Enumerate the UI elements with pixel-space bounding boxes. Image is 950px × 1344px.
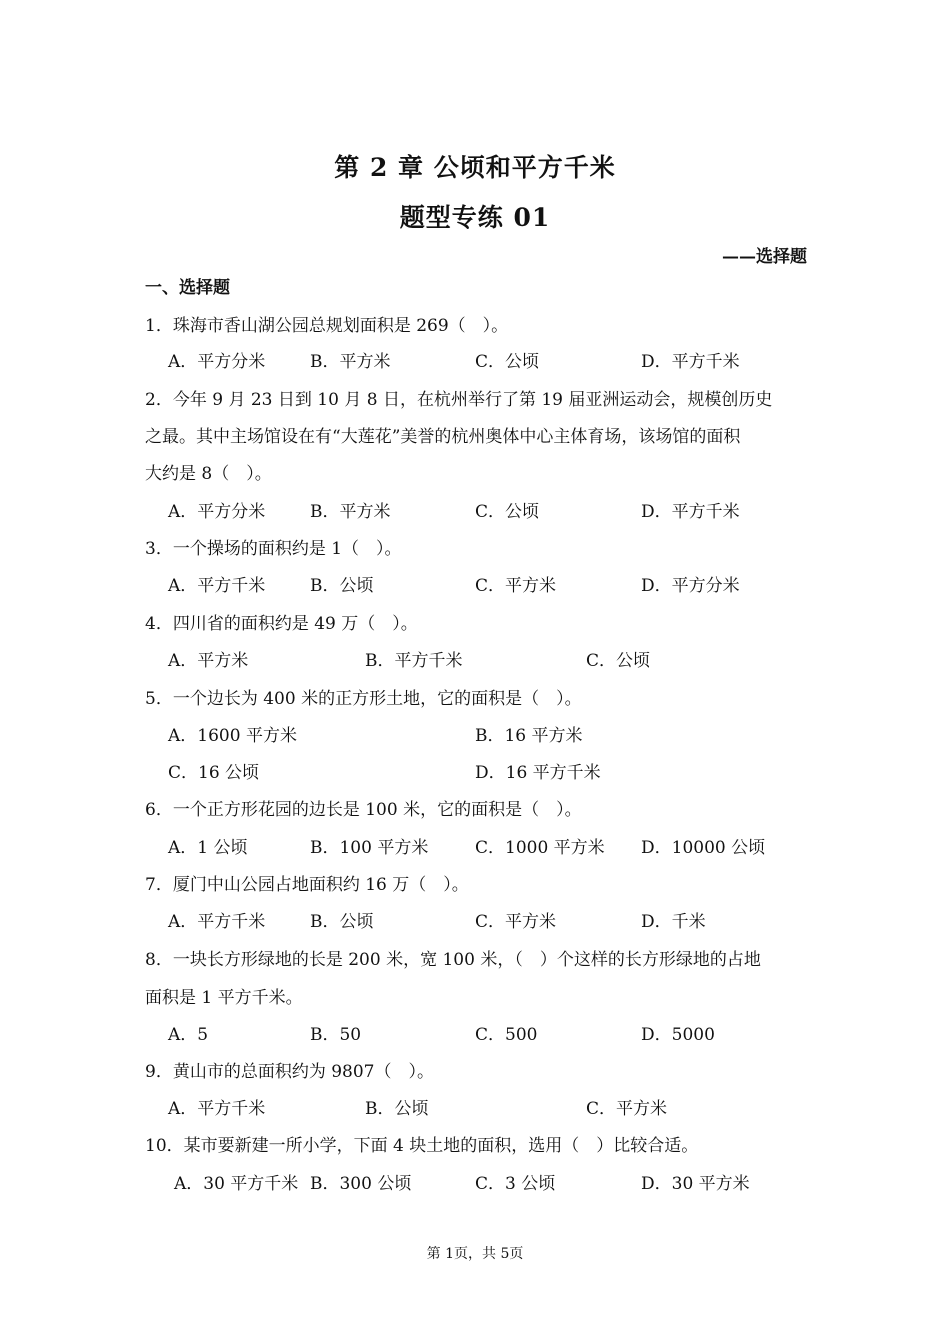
option-c: C．公顷 [475,352,540,372]
option-a: A．平方分米 [168,352,266,372]
option-a: A．平方千米 [168,576,266,596]
question-text: 1．珠海市香山湖公园总规划面积是 269（ ）。 [145,316,509,336]
option-a: A．平方米 [168,651,249,671]
question-text: 8．一块长方形绿地的长是 200 米，宽 100 米，（ ）个这样的长方形绿地的占地 [145,950,761,970]
question-text: 4．四川省的面积约是 49 万（ ）。 [145,614,418,634]
option-d: D．平方分米 [641,576,740,596]
option-c: C．平方米 [475,576,557,596]
option-b: B．16 平方米 [475,726,583,746]
option-d: D．平方千米 [641,502,740,522]
option-c: C．3 公顷 [475,1174,556,1194]
option-c: C．公顷 [586,651,651,671]
option-b: B．公顷 [310,912,374,932]
option-d: D．平方千米 [641,352,740,372]
option-d: D．5000 [641,1025,715,1045]
question-text: 大约是 8（ ）。 [145,464,272,484]
question-text: 9．黄山市的总面积约为 9807（ ）。 [145,1062,434,1082]
option-a: A．30 平方千米 [174,1174,299,1194]
option-c: C．1000 平方米 [475,838,605,858]
option-b: B．公顷 [310,576,374,596]
option-b: B．平方米 [310,502,391,522]
option-c: C．平方米 [586,1099,668,1119]
question-text: 7．厦门中山公园占地面积约 16 万（ ）。 [145,875,469,895]
option-c: C．平方米 [475,912,557,932]
option-b: B．平方米 [310,352,391,372]
option-c: C．16 公顷 [168,763,260,783]
option-d: D．30 平方米 [641,1174,750,1194]
option-d: D．千米 [641,912,706,932]
option-d: D．10000 公顷 [641,838,766,858]
option-b: B．公顷 [365,1099,429,1119]
option-a: A．平方千米 [168,1099,266,1119]
question-text: 6．一个正方形花园的边长是 100 米，它的面积是（ ）。 [145,800,582,820]
option-a: A．平方千米 [168,912,266,932]
question-text: 3．一个操场的面积约是 1（ ）。 [145,539,402,559]
question-text: 5．一个边长为 400 米的正方形土地，它的面积是（ ）。 [145,689,582,709]
option-c: C．500 [475,1025,538,1045]
question-type-tag: ——选择题 [722,247,807,267]
question-text: 面积是 1 平方千米。 [145,988,303,1008]
option-a: A．5 [168,1025,209,1045]
option-a: A．1600 平方米 [168,726,297,746]
question-text: 之最。其中主场馆设在有“大莲花”美誉的杭州奥体中心主体育场，该场馆的面积 [145,427,741,447]
page-title: 第 2 章 公顷和平方千米 [334,153,616,182]
option-a: A．平方分米 [168,502,266,522]
option-c: C．公顷 [475,502,540,522]
section-heading: 一、选择题 [145,278,230,298]
option-a: A．1 公顷 [168,838,248,858]
question-text: 10．某市要新建一所小学，下面 4 块土地的面积，选用（ ）比较合适。 [145,1136,699,1156]
question-text: 2．今年 9 月 23 日到 10 月 8 日，在杭州举行了第 19 届亚洲运动会，规模创历史 [145,390,773,410]
option-d: D．16 平方千米 [475,763,601,783]
option-b: B．300 公顷 [310,1174,412,1194]
page-subtitle: 题型专练 01 [399,203,551,232]
page-footer: 第 1页，共 5页 [426,1246,524,1262]
option-b: B．50 [310,1025,362,1045]
option-b: B．100 平方米 [310,838,429,858]
option-b: B．平方千米 [365,651,463,671]
